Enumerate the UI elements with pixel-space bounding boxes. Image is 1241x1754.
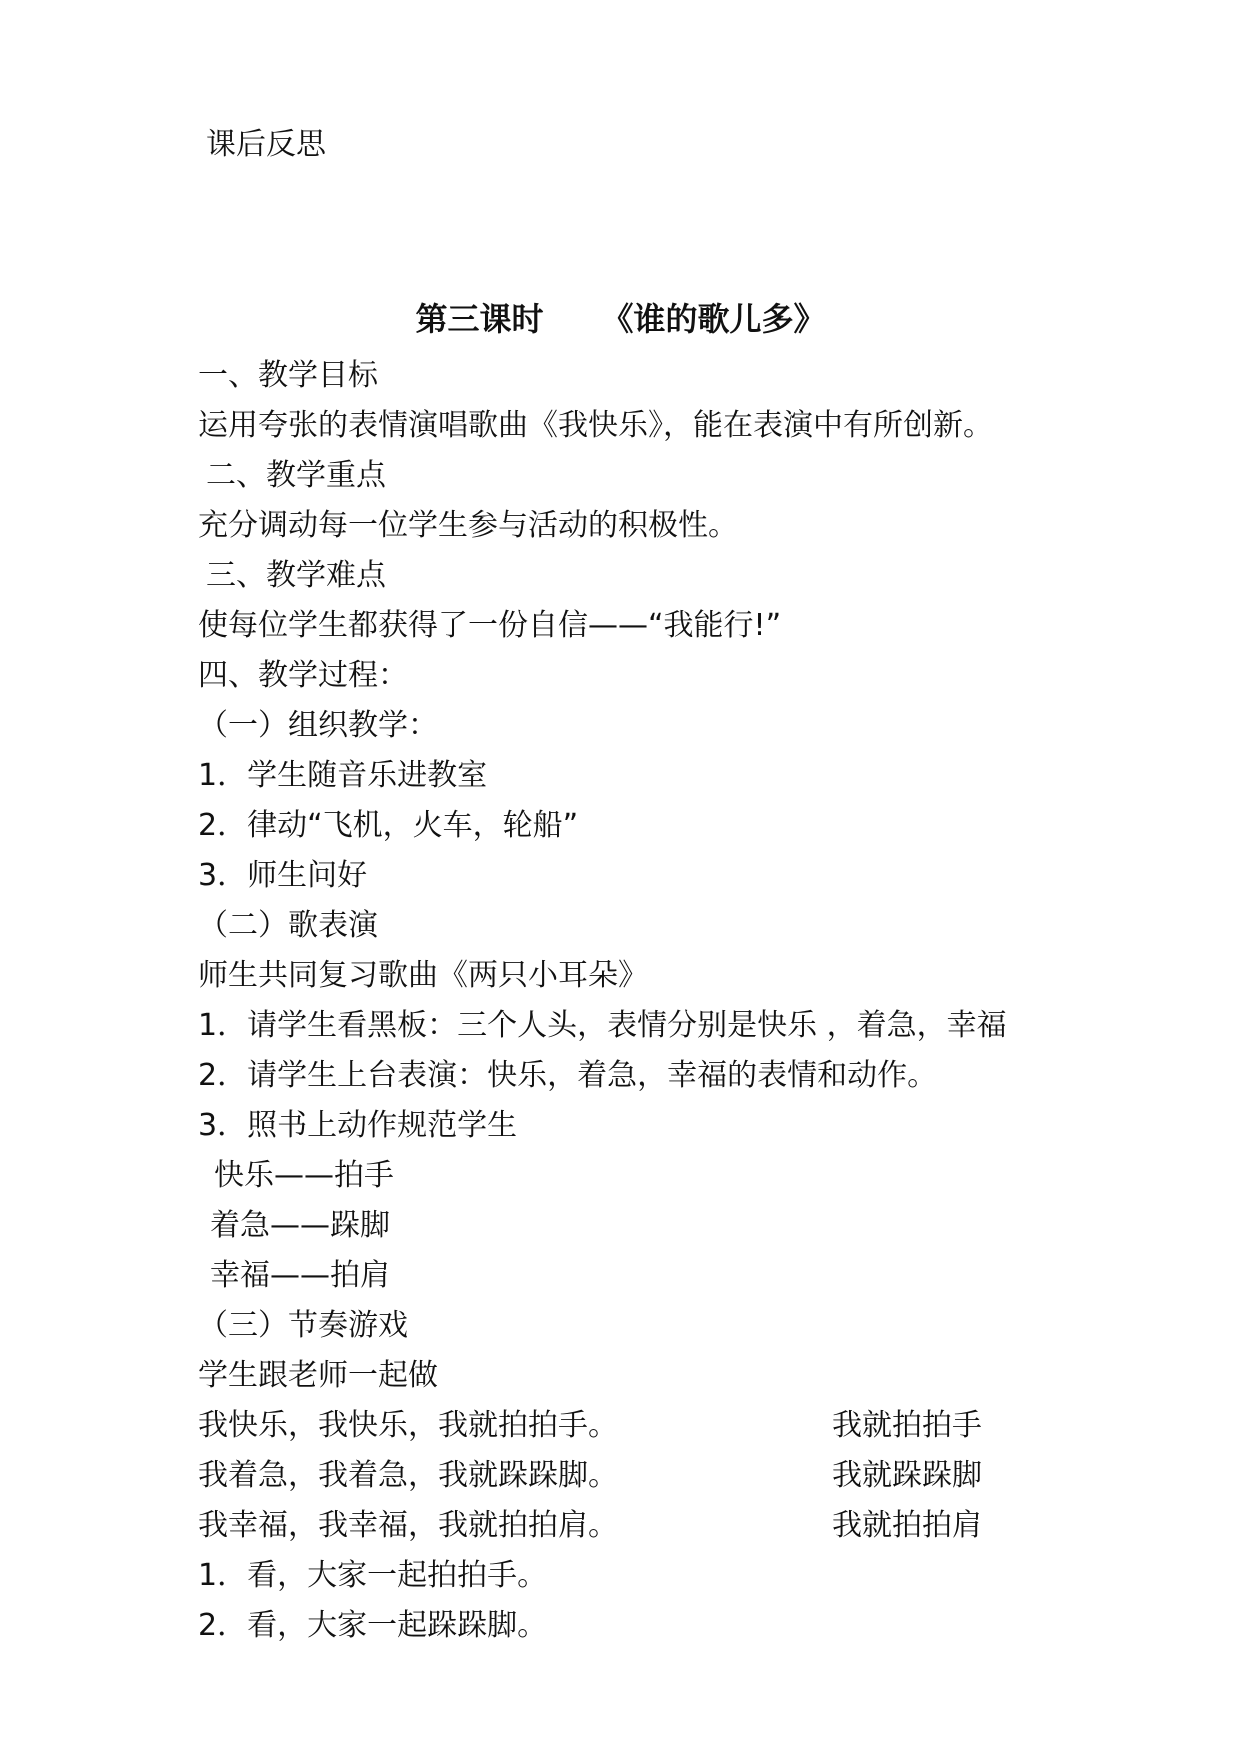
song-title: 《谁的歌儿多》 (601, 300, 826, 338)
list-item: 1．学生随音乐进教室 (198, 758, 488, 793)
chant-echo: 我就拍拍肩 (832, 1508, 982, 1543)
action-mapping: 着急——跺脚 (210, 1208, 390, 1243)
subsection-song-performance: （二）歌表演 (198, 908, 378, 943)
lesson-number: 第三课时 (415, 300, 544, 338)
section-heading-goals: 一、教学目标 (198, 358, 378, 393)
chant-line: 我幸福，我幸福，我就拍拍肩。 (198, 1508, 618, 1543)
section-heading-process: 四、教学过程： (198, 658, 408, 693)
list-item: 2．看，大家一起跺跺脚。 (198, 1608, 548, 1643)
chant-line: 我快乐，我快乐，我就拍拍手。 (198, 1408, 618, 1443)
subsection-rhythm-game: （三）节奏游戏 (198, 1308, 408, 1343)
list-item: 1．请学生看黑板：三个人头，表情分别是快乐 ，着急，幸福 (198, 1008, 1007, 1043)
action-mapping: 快乐——拍手 (214, 1158, 394, 1193)
section-heading-focus: 二、教学重点 (206, 458, 386, 493)
lesson-title (0, 298, 1241, 340)
focus-text: 充分调动每一位学生参与活动的积极性。 (198, 508, 738, 543)
reflection-heading: 课后反思 (206, 127, 326, 162)
subsection-organize: （一）组织教学： (198, 708, 438, 743)
chant-line: 我着急，我着急，我就跺跺脚。 (198, 1458, 618, 1493)
list-item: 2．请学生上台表演：快乐，着急，幸福的表情和动作。 (198, 1058, 938, 1093)
list-item: 3．照书上动作规范学生 (198, 1108, 518, 1143)
list-item: 3．师生问好 (198, 858, 368, 893)
difficulty-text: 使每位学生都获得了一份自信——“我能行!” (198, 608, 782, 643)
list-item: 2．律动“飞机，火车，轮船” (198, 808, 579, 843)
list-item: 1．看，大家一起拍拍手。 (198, 1558, 548, 1593)
action-mapping: 幸福——拍肩 (210, 1258, 390, 1293)
section-heading-difficulty: 三、教学难点 (206, 558, 386, 593)
goal-text: 运用夸张的表情演唱歌曲《我快乐》，能在表演中有所创新。 (198, 408, 993, 443)
instruction-text: 学生跟老师一起做 (198, 1358, 438, 1393)
chant-echo: 我就拍拍手 (832, 1408, 982, 1443)
chant-echo: 我就跺跺脚 (832, 1458, 982, 1493)
review-text: 师生共同复习歌曲《两只小耳朵》 (198, 958, 648, 993)
